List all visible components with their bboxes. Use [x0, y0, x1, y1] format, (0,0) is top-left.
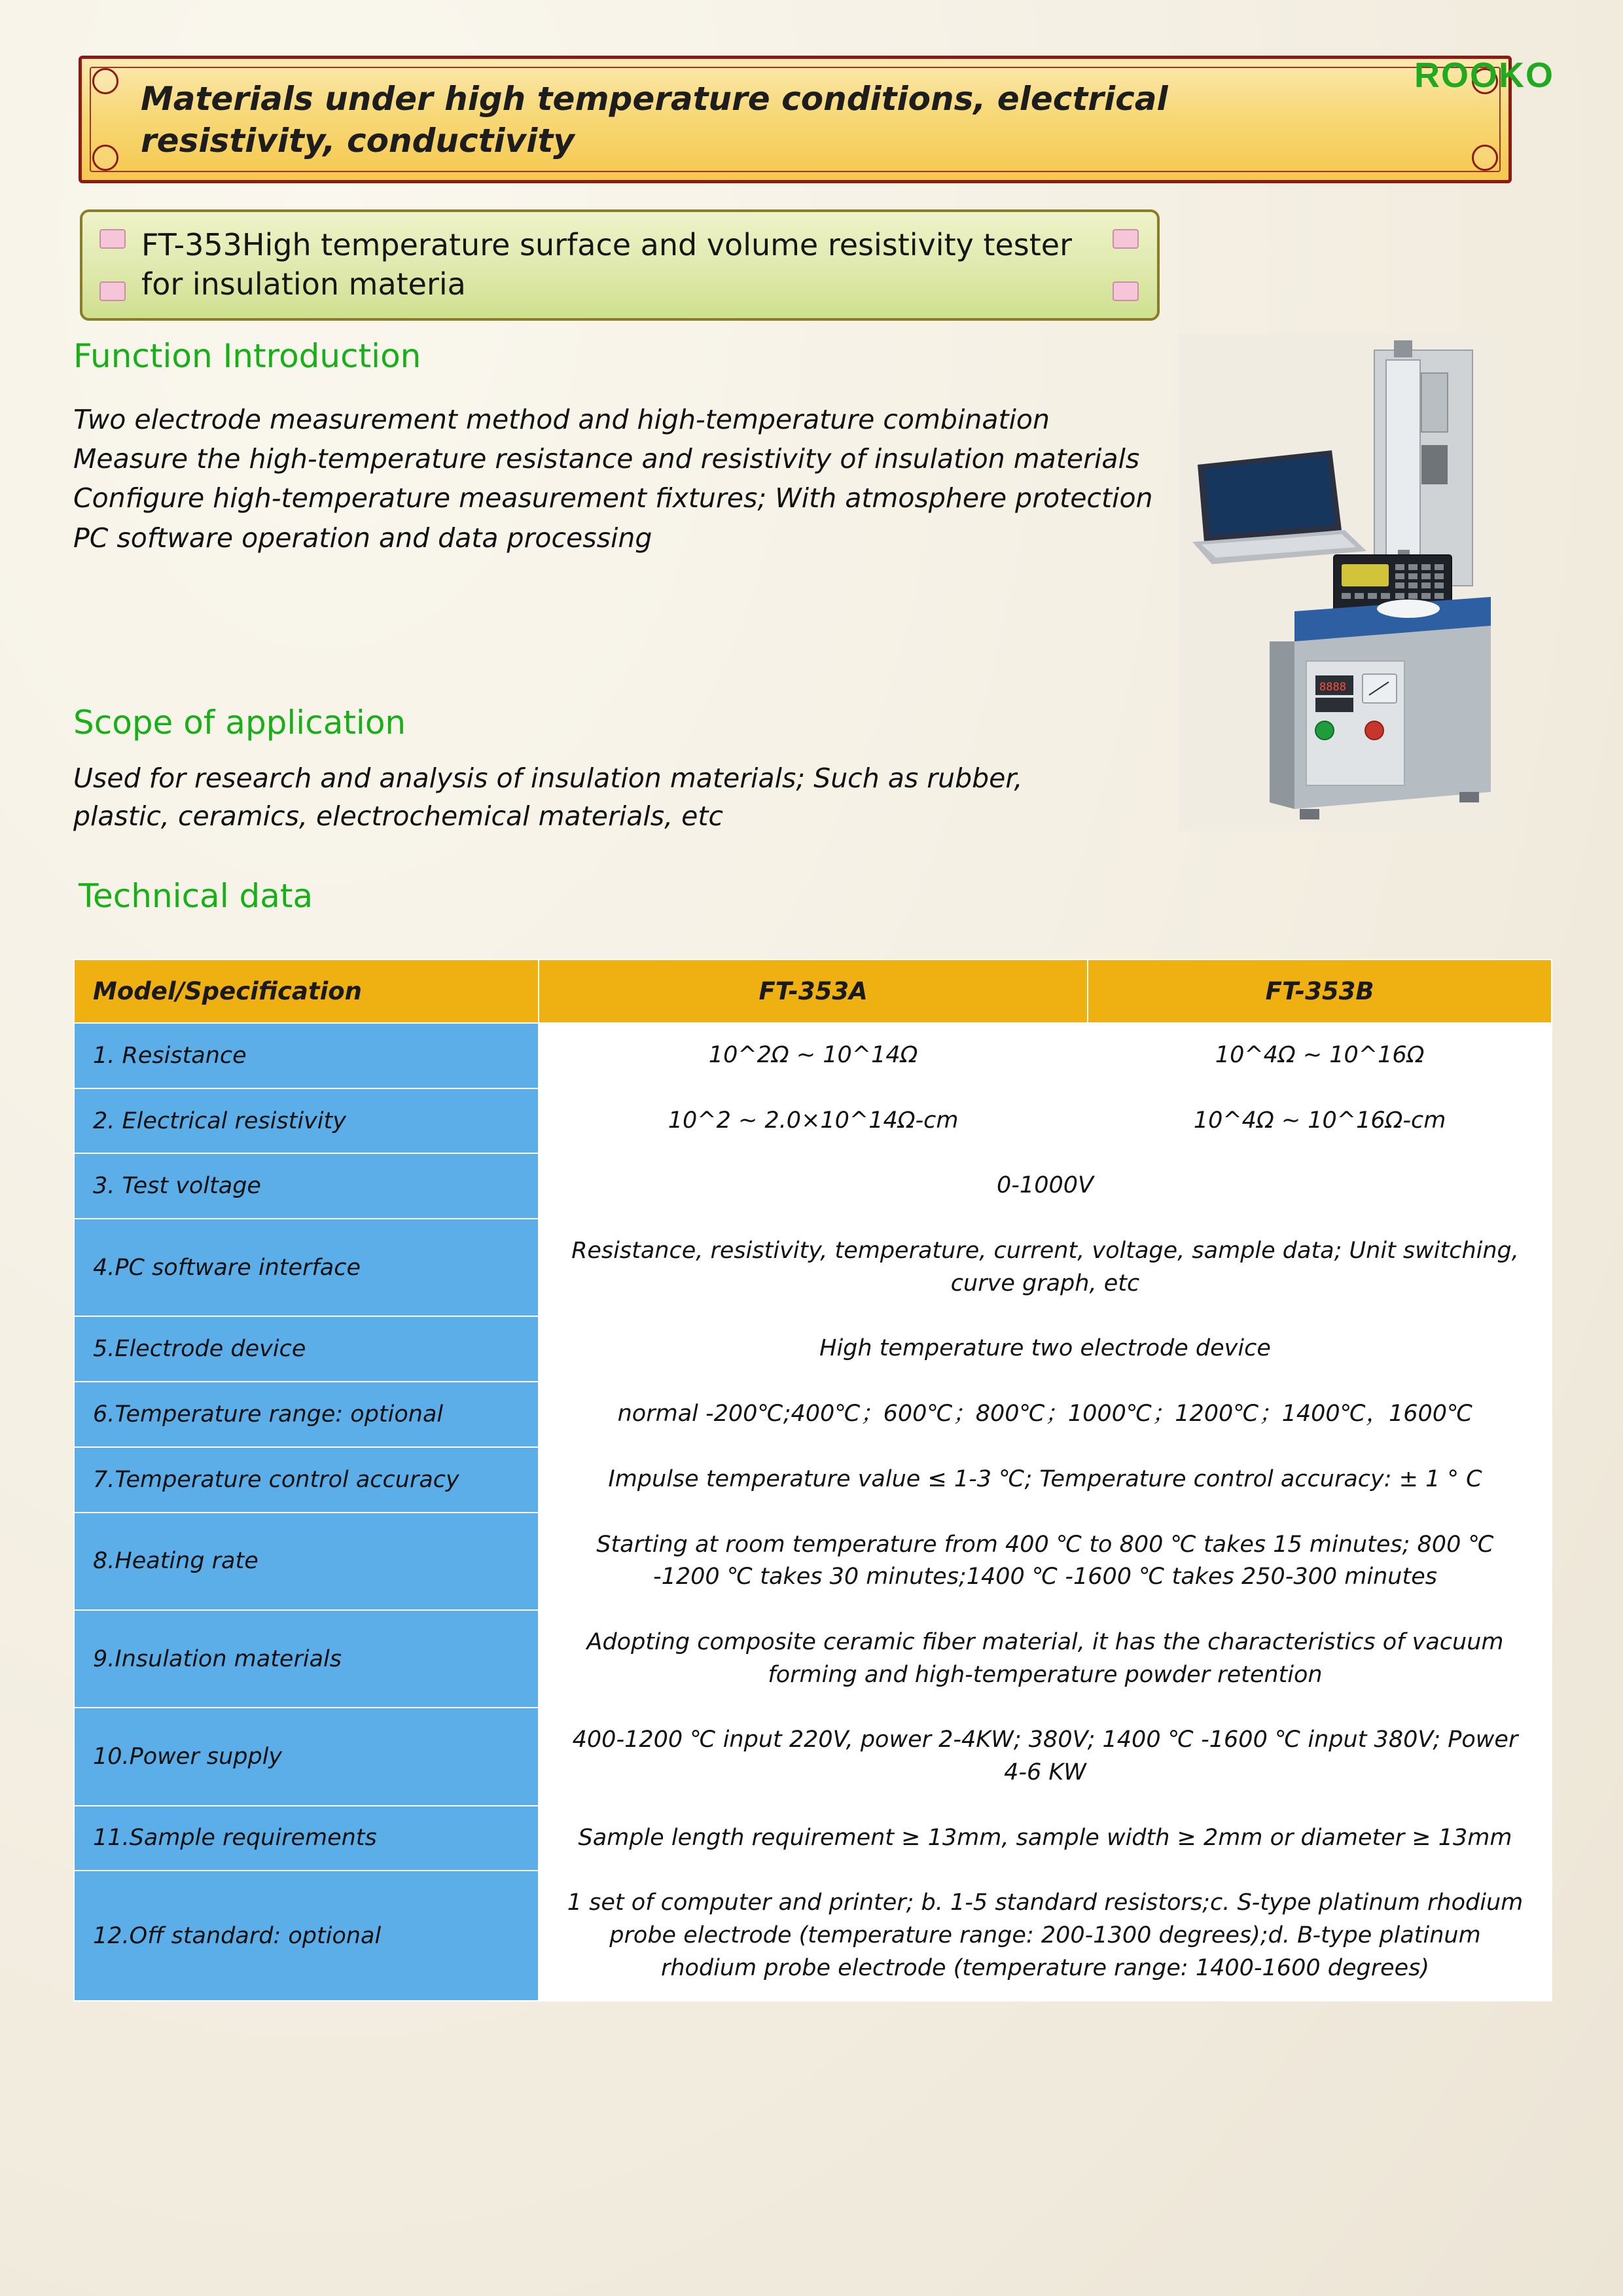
column-header-ft353a: FT-353A [539, 960, 1088, 1023]
row-label: 8.Heating rate [74, 1513, 539, 1610]
row-value: Impulse temperature value ≤ 1-3 ℃; Temperature control accuracy: ± 1 ° C [539, 1447, 1552, 1513]
table-row [74, 1447, 1552, 1513]
tab-ornament-icon [99, 281, 126, 301]
table-head [74, 960, 1552, 1023]
row-label: 11.Sample requirements [74, 1806, 539, 1871]
table-row [74, 1806, 1552, 1871]
function-introduction-list [73, 401, 1179, 558]
row-value: 0-1000V [539, 1153, 1552, 1219]
row-value: Adopting composite ceramic fiber material, it has the characteristics of vacuum forming and high-temperature powder retention [539, 1610, 1552, 1708]
row-value-a: 10^2Ω ~ 10^14Ω [539, 1023, 1088, 1088]
row-label: 12.Off standard: optional [74, 1871, 539, 2001]
page-title: Materials under high temperature conditions, electrical resistivity, conductivity [141, 79, 1168, 160]
column-header-ft353b: FT-353B [1088, 960, 1552, 1023]
table-row [74, 1088, 1552, 1154]
table-row [74, 1316, 1552, 1382]
title-banner [79, 56, 1512, 183]
section-heading-function: Function Introduction [73, 337, 421, 375]
row-value: Resistance, resistivity, temperature, current, voltage, sample data; Unit switching, curve graph, etc [539, 1219, 1552, 1316]
table-body [74, 1023, 1552, 2001]
table-row [74, 1871, 1552, 2001]
function-item: Two electrode measurement method and high-temperature combination [73, 404, 1050, 435]
row-label: 5.Electrode device [74, 1316, 539, 1382]
row-label: 6.Temperature range: optional [74, 1382, 539, 1447]
column-header-model: Model/Specification [74, 960, 539, 1023]
table-row [74, 1153, 1552, 1219]
row-value-b: 10^4Ω ~ 10^16Ω [1088, 1023, 1552, 1088]
table-row [74, 1219, 1552, 1316]
row-value: Sample length requirement ≥ 13mm, sample width ≥ 2mm or diameter ≥ 13mm [539, 1806, 1552, 1871]
row-value: 1 set of computer and printer; b. 1-5 standard resistors;c. S-type platinum rhodium probe electrode (temperature range: 200-1300 degrees);d. B-type platinum rhodium probe electrode (temperature range: 1400-1600 degrees) [539, 1871, 1552, 2001]
banner-corner-ornament-icon [92, 145, 118, 171]
tab-ornament-icon [1113, 281, 1139, 301]
scope-text-block [73, 759, 1114, 835]
row-label: 10.Power supply [74, 1708, 539, 1805]
row-label: 1. Resistance [74, 1023, 539, 1088]
table-row [74, 1610, 1552, 1708]
row-value: Starting at room temperature from 400 ℃ to 800 ℃ takes 15 minutes; 800 ℃ -1200 ℃ takes 30 minutes;1400 ℃ -1600 ℃ takes 250-300 minutes [539, 1513, 1552, 1610]
row-label: 3. Test voltage [74, 1153, 539, 1219]
table-row [74, 1023, 1552, 1088]
row-value: 400-1200 ℃ input 220V, power 2-4KW; 380V; 1400 ℃ -1600 ℃ input 380V; Power 4-6 KW [539, 1708, 1552, 1805]
svg-text:8888: 8888 [1319, 681, 1346, 694]
tab-ornament-icon [1113, 229, 1139, 249]
row-label: 9.Insulation materials [74, 1610, 539, 1708]
tab-ornament-icon [99, 229, 126, 249]
product-subtitle: FT-353High temperature surface and volume resistivity tester for insulation materia [141, 227, 1073, 302]
section-heading-scope: Scope of application [73, 704, 406, 742]
function-item: Configure high-temperature measurement fixtures; With atmosphere protection [73, 482, 1153, 514]
row-label: 7.Temperature control accuracy [74, 1447, 539, 1513]
table-header-row [74, 960, 1552, 1023]
row-label: 4.PC software interface [74, 1219, 539, 1316]
row-label: 2. Electrical resistivity [74, 1088, 539, 1154]
row-value-a: 10^2 ~ 2.0×10^14Ω-cm [539, 1088, 1088, 1154]
section-heading-technical: Technical data [79, 877, 313, 915]
specifications-table [73, 959, 1552, 2001]
row-value-b: 10^4Ω ~ 10^16Ω-cm [1088, 1088, 1552, 1154]
table-row [74, 1513, 1552, 1610]
product-subtitle-banner [80, 209, 1160, 321]
product-photo [1178, 334, 1499, 831]
scope-item: Used for research and analysis of insulation materials; Such as rubber, plastic, ceramics, electrochemical materials, etc [73, 762, 1023, 833]
brand-logo: ROOKO [1414, 56, 1554, 95]
row-value: High temperature two electrode device [539, 1316, 1552, 1382]
row-value: normal -200℃;400℃；600℃；800℃；1000℃；1200℃；1400℃，1600℃ [539, 1382, 1552, 1447]
table-row [74, 1708, 1552, 1805]
banner-corner-ornament-icon [92, 68, 118, 94]
table-row [74, 1382, 1552, 1447]
function-item: Measure the high-temperature resistance and resistivity of insulation materials [73, 443, 1140, 475]
banner-corner-ornament-icon [1472, 145, 1498, 171]
function-item: PC software operation and data processing [73, 522, 652, 554]
